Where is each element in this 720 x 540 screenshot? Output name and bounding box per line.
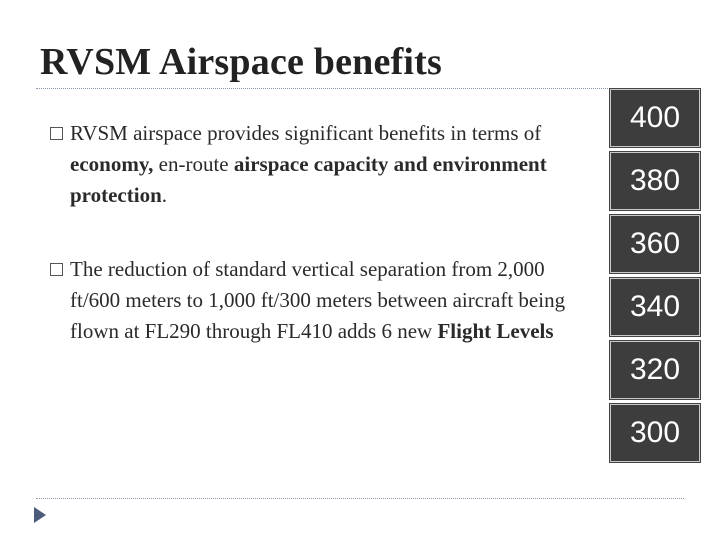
bullet-text-segment: The reduction of standard vertical separation from 2,000 ft/600 meters to 1,000 ft/300 meters between aircraft being flown at FL290 through FL410 adds 6 new xyxy=(70,257,566,343)
footer-divider xyxy=(36,498,684,499)
bullet-text-segment: en-route xyxy=(153,152,234,176)
bullet-item xyxy=(50,118,600,211)
bullet-text-segment: RVSM airspace provides significant benefits in terms of xyxy=(70,121,542,145)
flight-level-stack xyxy=(610,89,700,467)
slide-title: RVSM Airspace benefits xyxy=(40,41,443,83)
flight-level-box: 340 xyxy=(610,278,700,336)
bullet-text-bold: Flight Levels xyxy=(437,319,554,343)
title-divider xyxy=(36,88,684,89)
square-bullet-icon xyxy=(50,127,63,140)
flight-level-box: 380 xyxy=(610,152,700,210)
bullet-text-segment: . xyxy=(161,183,168,207)
flight-level-box: 400 xyxy=(610,89,700,147)
square-bullet-icon xyxy=(50,263,63,276)
triangle-right-icon[interactable] xyxy=(34,507,46,523)
bullet-text-bold: airspace capacity and environment protection xyxy=(70,152,547,207)
flight-level-box: 320 xyxy=(610,341,700,399)
bullet-list xyxy=(50,118,600,347)
bullet-item xyxy=(50,254,600,347)
bullet-text-bold: economy, xyxy=(70,152,154,176)
flight-level-box: 300 xyxy=(610,404,700,462)
flight-level-box: 360 xyxy=(610,215,700,273)
